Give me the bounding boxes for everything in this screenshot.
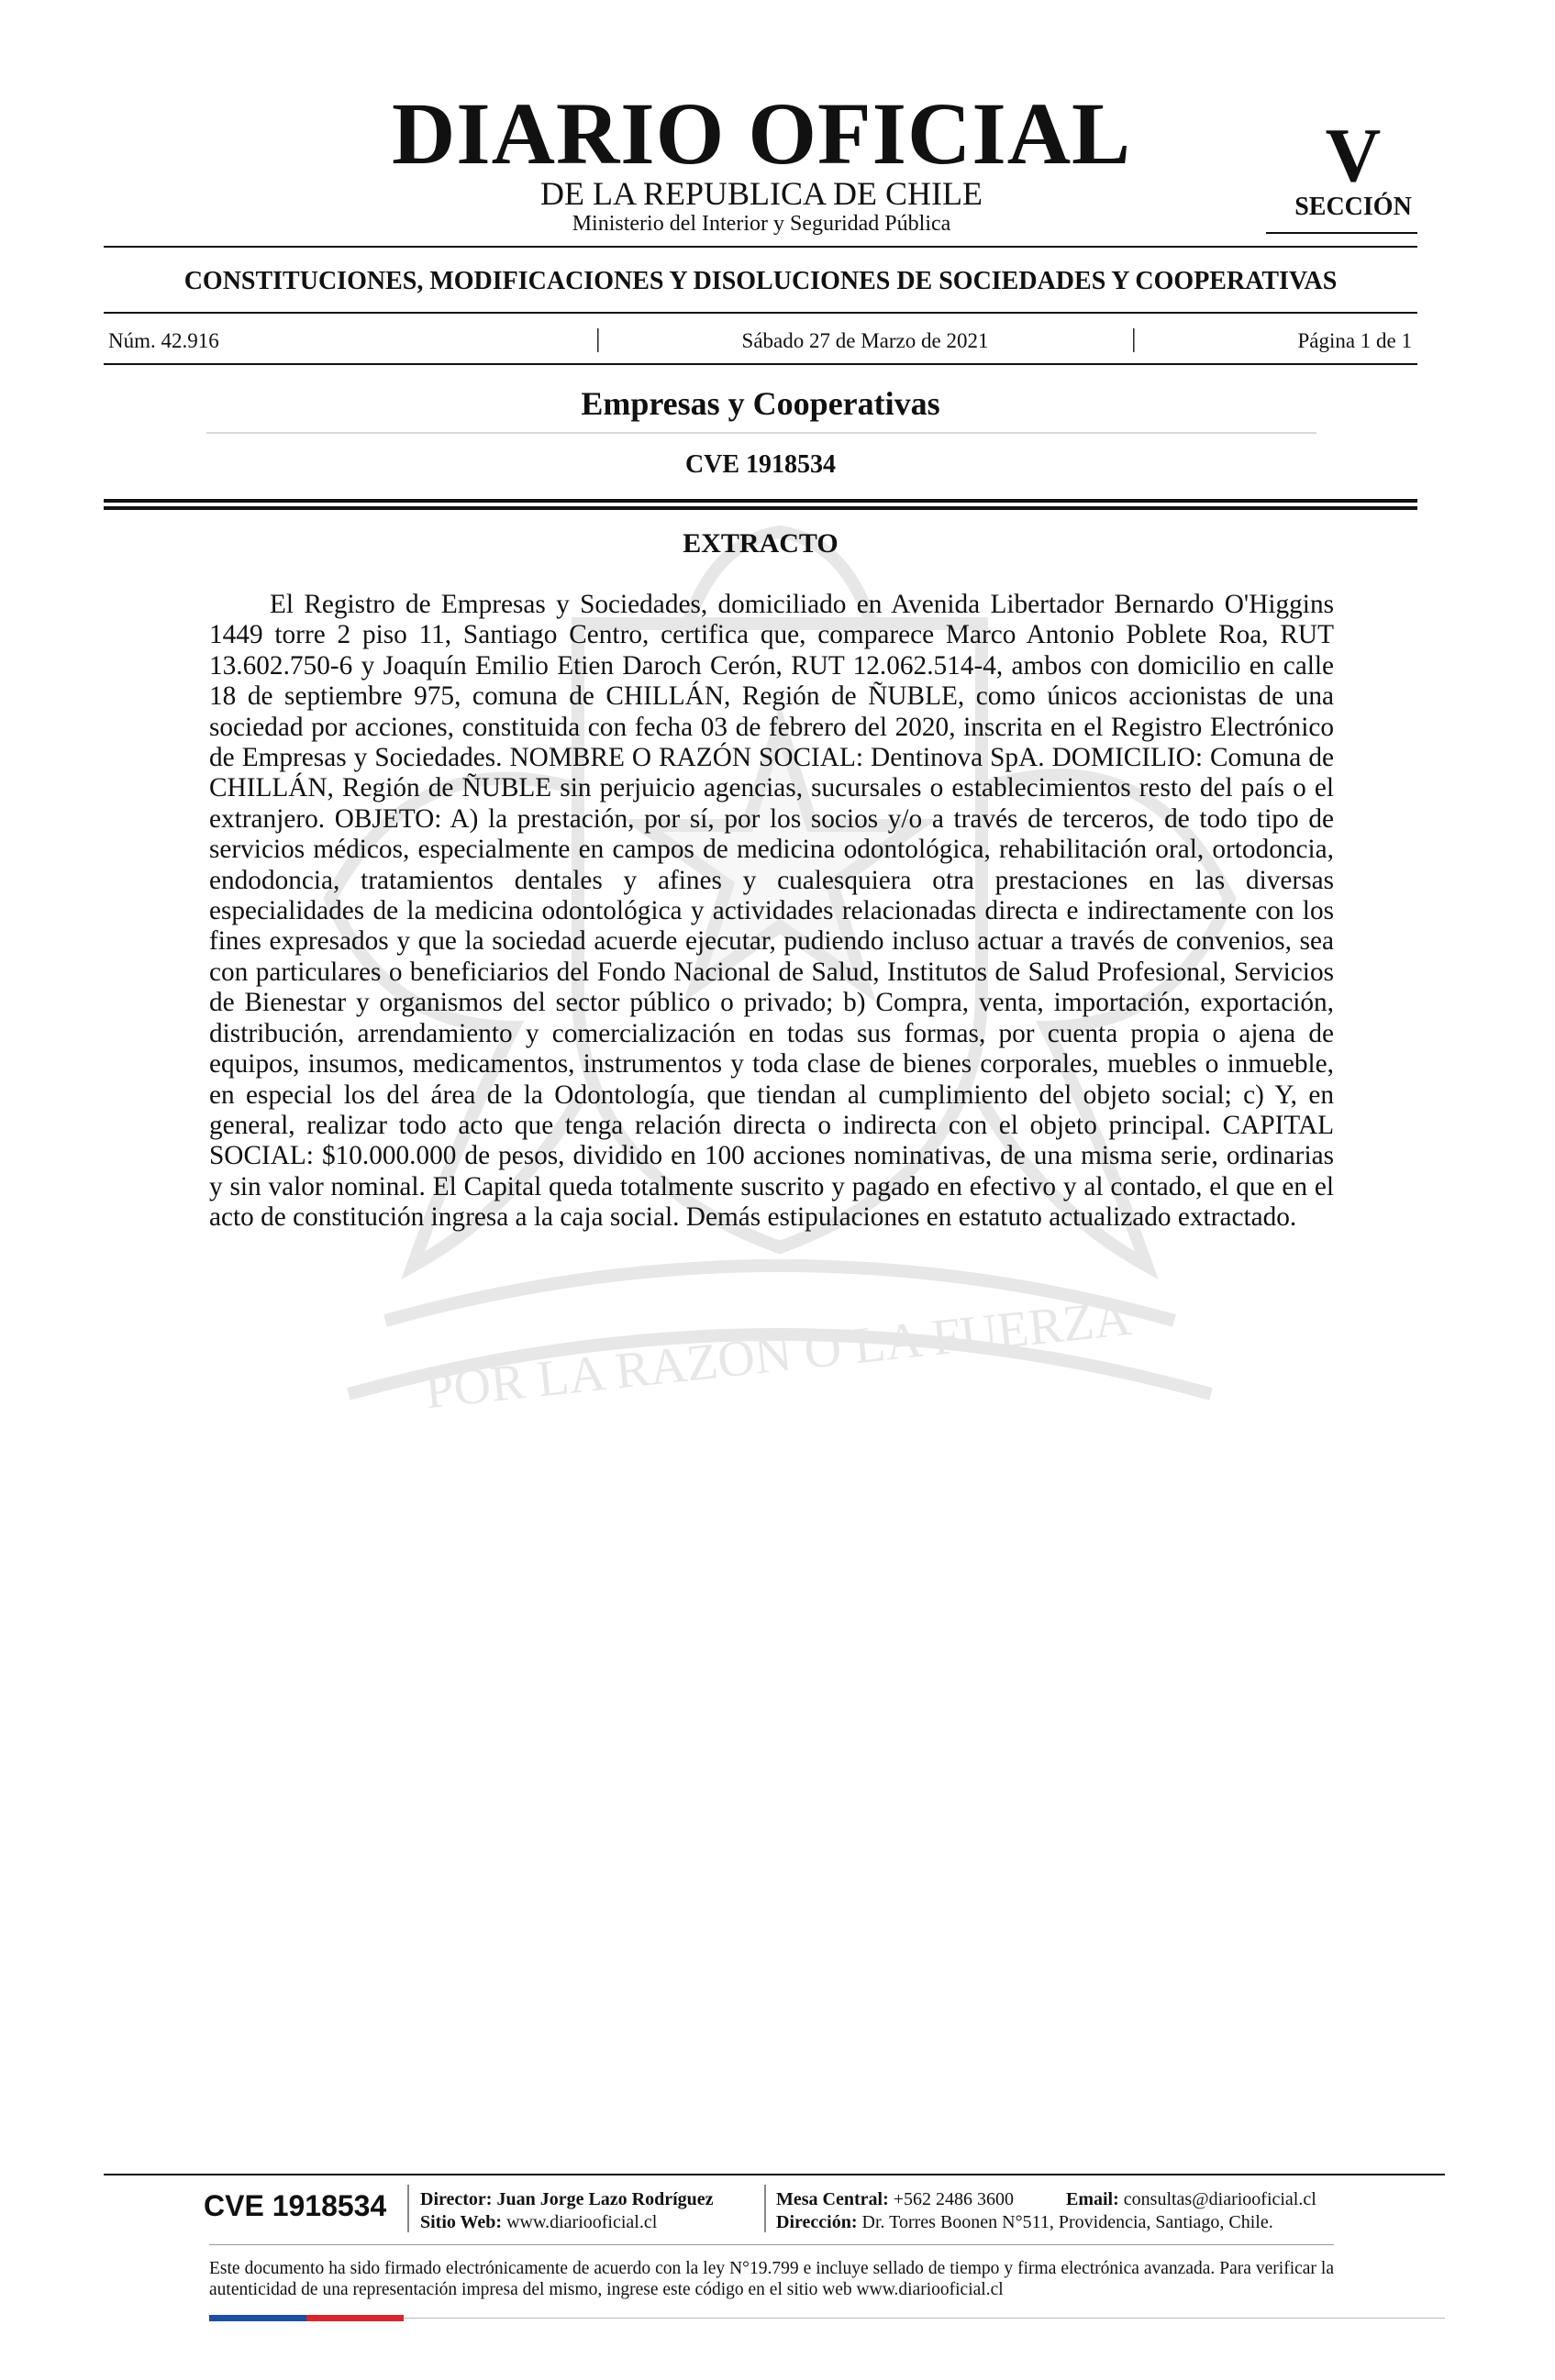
watermark-motto: POR LA RAZON O LA FUERZA — [422, 1289, 1134, 1421]
footer-phone-value: +562 2486 3600 — [893, 2189, 1015, 2209]
section-heading: Empresas y Cooperativas — [581, 385, 940, 422]
footer-phone — [776, 2190, 1014, 2208]
footer-address-label: Dirección: — [776, 2212, 858, 2232]
footer-email — [1066, 2190, 1316, 2208]
category-title: CONSTITUCIONES, MODIFICACIONES Y DISOLUCIONES DE SOCIEDADES Y COOPERATIVAS — [183, 267, 1338, 295]
footer-director-value: Juan Jorge Lazo Rodríguez — [496, 2189, 714, 2209]
footer-phone-label: Mesa Central: — [776, 2189, 889, 2209]
footer-director-label: Director: — [420, 2189, 493, 2209]
footer-email-label: Email: — [1066, 2189, 1119, 2209]
masthead-ministry: Ministerio del Interior y Seguridad Pública — [572, 212, 951, 236]
masthead-title: DIARIO OFICIAL — [391, 84, 1132, 183]
footer-address-value: Dr. Torres Boonen N°511, Providencia, Santiago, Chile. — [861, 2212, 1273, 2232]
double-rule-top — [104, 499, 1417, 503]
masthead-rule-tail — [1266, 232, 1417, 234]
issue-rule — [104, 363, 1417, 365]
masthead-subtitle: DE LA REPUBLICA DE CHILE — [540, 175, 983, 212]
footer-divider — [764, 2185, 766, 2232]
issue-number: Núm. 42.916 — [108, 329, 219, 352]
issue-separator: | — [1131, 325, 1137, 353]
footer-notice: Este documento ha sido firmado electrónicamente de acuerdo con la ley N°19.799 e incluye sellado de tiempo y firma electrónica avanzada. Para verificar la autenticidad de una representación impresa del mismo, ingrese este código en el sitio web www.diariooficial.cl — [209, 2259, 1334, 2299]
issue-date: Sábado 27 de Marzo de 2021 — [741, 329, 989, 352]
footer-address — [776, 2213, 1273, 2231]
footer-director — [420, 2190, 714, 2208]
extracto-body: El Registro de Empresas y Sociedades, domiciliado en Avenida Libertador Bernardo O'Higgins 1449 torre 2 piso 11, Santiago Centro, certifica que, comparece Marco Antonio Poblete Roa, RUT 13.602.750-6 y Joaquín Emilio Etien Daroch Cerón, RUT 12.062.514-4, ambos con domicilio en calle 18 de septiembre 975, comuna de CHILLÁN, Región de ÑUBLE, como únicos accionistas de una sociedad por acciones, constituida con fecha 03 de febrero del 2020, inscrita en el Registro Electrónico de Empresas y Sociedades. NOMBRE O RAZÓN SOCIAL: Dentinova SpA. DOMICILIO: Comuna de CHILLÁN, Región de ÑUBLE sin perjuicio agencias, sucursales o establecimientos resto del país o el extranjero. OBJETO: A) la prestación, por sí, por los socios y/o a través de terceros, de todo tipo de servicios médicos, especialmente en campos de medicina odontológica, rehabilitación oral, ortodoncia, endodoncia, tratamientos dentales y afines y cualesquiera otra prestaciones en las diversas especialidades de la medicina odontológica y actividades relacionadas directa e indirectamente con los fines expresados y que la sociedad acuerde ejecutar, pudiendo incluso actuar a través de convenios, sea con particulares o beneficiarios del Fondo Nacional de Salud, Institutos de Salud Profesional, Servicios de Bienestar y organismos del sector público o privado; b) Compra, venta, importación, exportación, distribución, arrendamiento y comercialización en todas sus formas, por cuenta propia o ajena de equipos, insumos, medicamentos, instrumentos y toda clase de bienes corporales, muebles o inmueble, en especial los del área de la Odontología, que tiendan al cumplimiento del objeto social; c) Y, en general, realizar todo acto que tenga relación directa o indirecta con el objeto principal. CAPITAL SOCIAL: $10.000.000 de pesos, dividido en 100 acciones nominativas, de una misma serie, ordinarias y sin valor nominal. El Capital queda totalmente suscrito y pagado en efectivo y al contado, el que en el acto de constitución ingresa a la caja social. Demás estipulaciones en estatuto actualizado extractado. — [209, 590, 1334, 1233]
cve-code: CVE 1918534 — [684, 450, 837, 479]
footer-notice-rule — [209, 2244, 1334, 2245]
footer-website-link[interactable]: www.diariooficial.cl — [506, 2212, 658, 2232]
footer-bottom-rule — [404, 2318, 1445, 2319]
footer-email-link[interactable]: consultas@diariooficial.cl — [1123, 2189, 1316, 2209]
footer-cve-code: CVE 1918534 — [204, 2189, 387, 2222]
extracto-title: EXTRACTO — [683, 528, 839, 559]
section-label: SECCIÓN — [1294, 193, 1412, 221]
masthead-rule — [104, 246, 1417, 248]
footer-rule — [104, 2174, 1445, 2175]
footer-website — [420, 2213, 657, 2231]
flag-stripe-red — [306, 2315, 404, 2321]
flag-stripe-blue — [209, 2315, 306, 2321]
section-letter: V — [1325, 113, 1382, 198]
heading-underline — [206, 432, 1316, 434]
footer-website-label: Sitio Web: — [420, 2212, 503, 2232]
double-rule-bottom — [104, 506, 1417, 510]
category-rule — [104, 312, 1417, 314]
issue-bar — [104, 325, 1417, 354]
issue-separator: | — [595, 325, 601, 353]
issue-page: Página 1 de 1 — [1297, 329, 1412, 352]
footer-divider — [407, 2185, 409, 2232]
